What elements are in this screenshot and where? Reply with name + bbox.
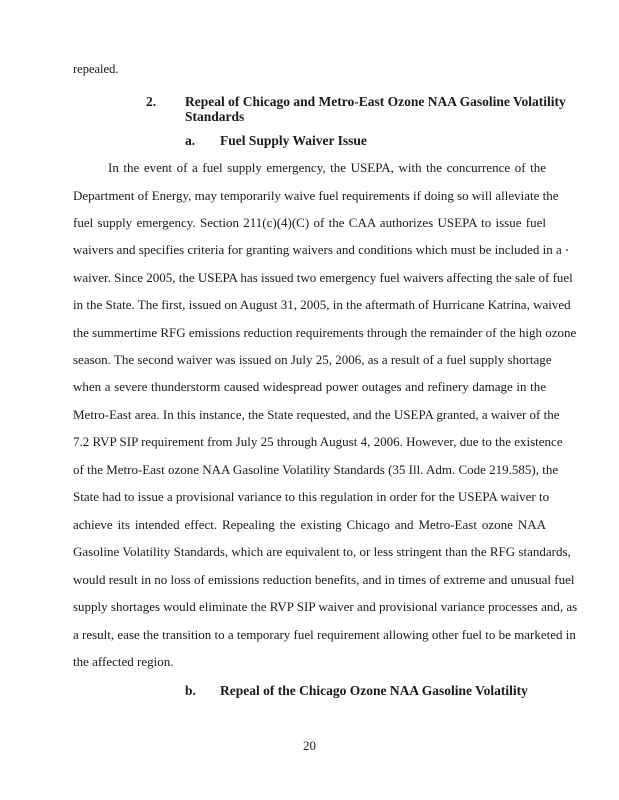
body-line: a result, ease the transition to a temporary fuel requirement allowing other fuel to be marketed in bbox=[73, 627, 576, 642]
body-line: 7.2 RVP SIP requirement from July 25 through August 4, 2006. However, due to the existence bbox=[73, 434, 563, 449]
subsection-a-letter: a. bbox=[185, 133, 196, 148]
body-line: achieve its intended effect. Repealing the existing Chicago and Metro-East ozone NAA bbox=[73, 517, 546, 532]
section-title-line2: Standards bbox=[185, 109, 245, 124]
section-number: 2. bbox=[146, 94, 157, 109]
subsection-b-title: Repeal of the Chicago Ozone NAA Gasoline Volatility bbox=[220, 683, 528, 698]
body-line: season. The second waiver was issued on July 25, 2006, as a result of a fuel supply shortage bbox=[73, 352, 552, 367]
body-line: the summertime RFG emissions reduction requirements through the remainder of the high ozone bbox=[73, 325, 577, 340]
subsection-b-letter: b. bbox=[185, 683, 196, 698]
section-title-line1: Repeal of Chicago and Metro-East Ozone NAA Gasoline Volatility bbox=[185, 94, 566, 109]
body-line-last: the affected region. bbox=[73, 654, 174, 669]
body-line: in the State. The first, issued on August 31, 2005, in the aftermath of Hurricane Katrina, waived bbox=[73, 297, 571, 312]
subsection-a-title: Fuel Supply Waiver Issue bbox=[220, 133, 367, 148]
body-line: supply shortages would eliminate the RVP SIP waiver and provisional variance processes and, as bbox=[73, 599, 578, 614]
page-number: 20 bbox=[303, 738, 316, 753]
body-line: waiver. Since 2005, the USEPA has issued two emergency fuel waivers affecting the sale of fuel bbox=[73, 270, 573, 285]
body-line: Metro-East area. In this instance, the State requested, and the USEPA granted, a waiver of the bbox=[73, 407, 560, 422]
body-line: would result in no loss of emissions reduction benefits, and in times of extreme and unusual fuel bbox=[73, 572, 575, 587]
body-line: Gasoline Volatility Standards, which are equivalent to, or less stringent than the RFG standards, bbox=[73, 544, 571, 559]
scan-speck bbox=[566, 249, 568, 251]
top-fragment: repealed. bbox=[73, 62, 119, 76]
body-line: Department of Energy, may temporarily waive fuel requirements if doing so will alleviate the bbox=[73, 188, 559, 203]
body-line: fuel supply emergency. Section 211(c)(4)(C) of the CAA authorizes USEPA to issue fuel bbox=[73, 215, 546, 230]
body-line: State had to issue a provisional variance to this regulation in order for the USEPA waiver to bbox=[73, 489, 550, 504]
body-line: when a severe thunderstorm caused widespread power outages and refinery damage in the bbox=[73, 379, 546, 394]
body-line: waivers and specifies criteria for granting waivers and conditions which must be included in a bbox=[73, 242, 562, 257]
body-line: of the Metro-East ozone NAA Gasoline Volatility Standards (35 Ill. Adm. Code 219.585), the bbox=[73, 462, 559, 477]
body-line: In the event of a fuel supply emergency, the USEPA, with the concurrence of the bbox=[108, 160, 546, 175]
